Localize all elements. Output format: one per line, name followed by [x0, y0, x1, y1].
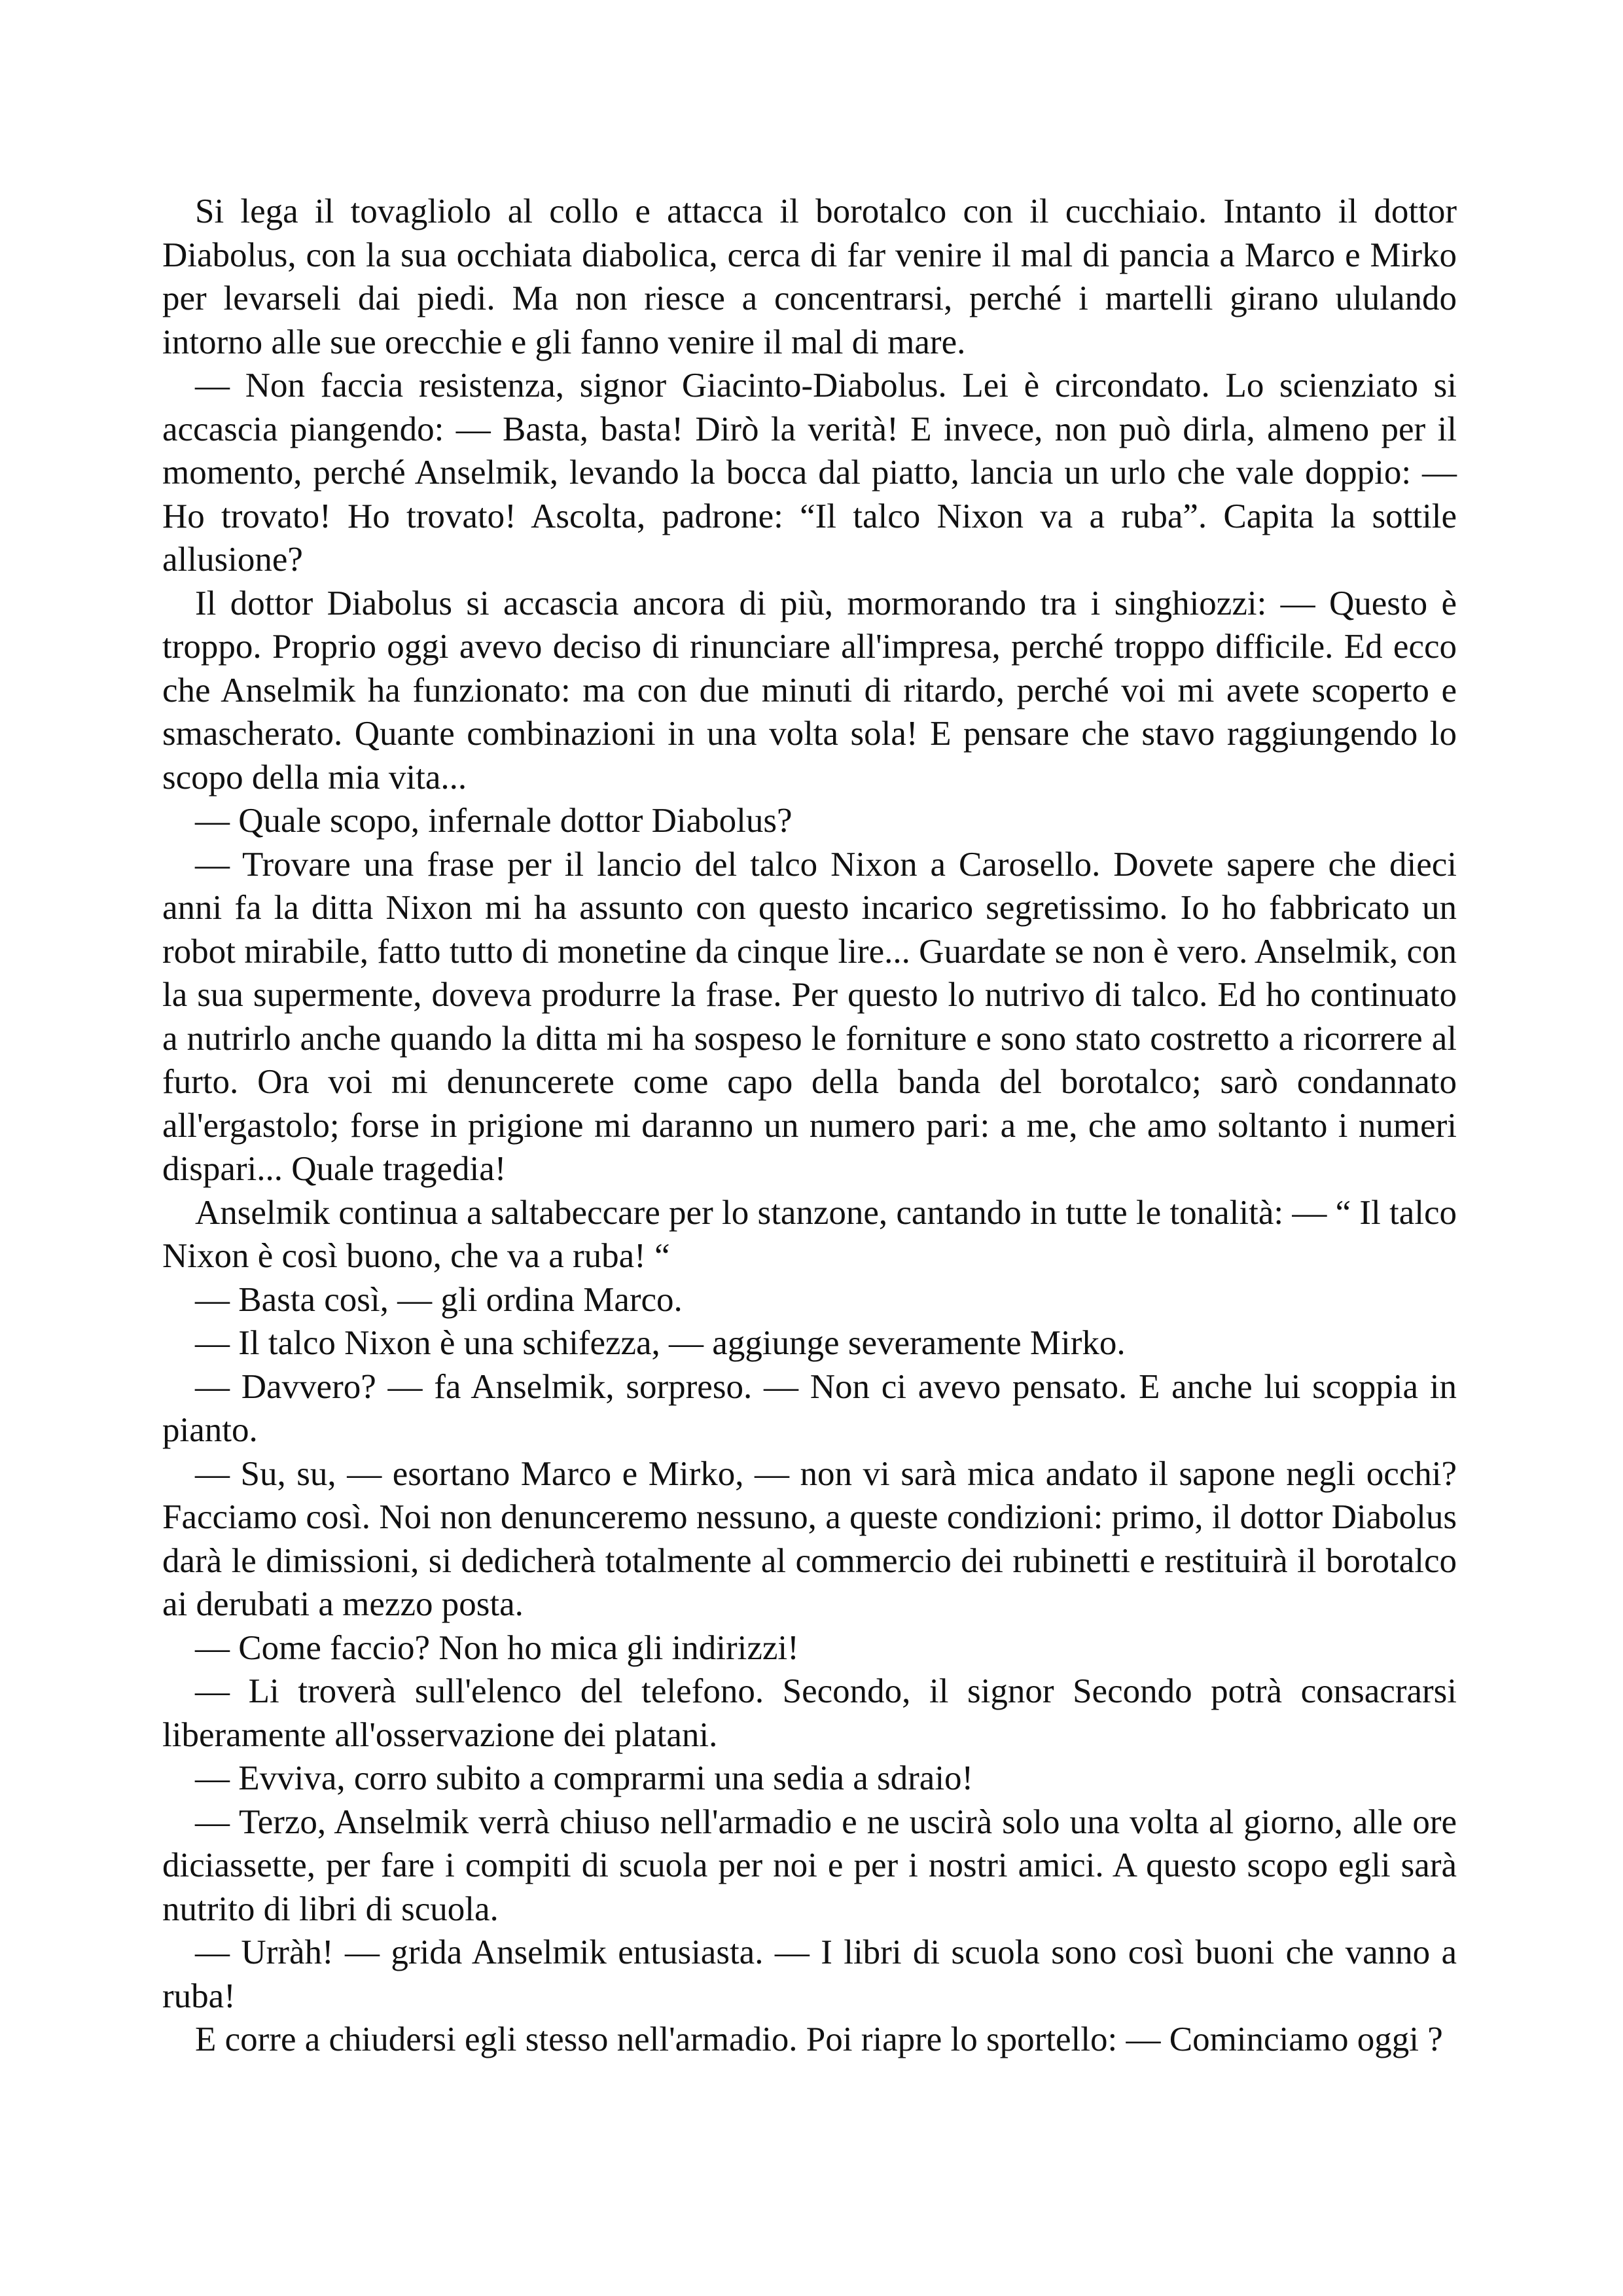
paragraph: — Urràh! — grida Anselmik entusiasta. — I libri di scuola sono così buoni che vanno a ruba!	[162, 1933, 1457, 2015]
paragraph: — Evviva, corro subito a comprarmi una sedia a sdraio!	[195, 1759, 974, 1797]
paragraph: — Basta così, — gli ordina Marco.	[195, 1280, 683, 1319]
paragraph: — Terzo, Anselmik verrà chiuso nell'armadio e ne uscirà solo una volta al giorno, alle ore diciassette, per fare i compiti di scuola per noi e per i nostri amici. A questo scopo egli sarà nutrito di libri di scuola.	[162, 1803, 1457, 1928]
paragraph: — Quale scopo, infernale dottor Diabolus?	[195, 802, 793, 840]
paragraph: — Non faccia resistenza, signor Giacinto-Diabolus. Lei è circondato. Lo scienziato si accascia piangendo: — Basta, basta! Dirò la verità! E invece, non può dirla, almeno per il momento, perché Anselmik, levando la bocca dal piatto, lancia un urlo che vale doppio: — Ho trovato! Ho trovato! Ascolta, padrone: “Il talco Nixon va a ruba”. Capita la sottile allusione?	[162, 367, 1457, 579]
paragraph: — Davvero? — fa Anselmik, sorpreso. — Non ci avevo pensato. E anche lui scoppia in pianto.	[162, 1367, 1457, 1449]
paragraph: Anselmik continua a saltabeccare per lo stanzone, cantando in tutte le tonalità: — “ Il talco Nixon è così buono, che va a ruba! “	[162, 1193, 1457, 1275]
paragraph: — Il talco Nixon è una schifezza, — aggiunge severamente Mirko.	[195, 1324, 1126, 1362]
paragraph: — Li troverà sull'elenco del telefono. Secondo, il signor Secondo potrà consacrarsi liberamente all'osservazione dei platani.	[162, 1672, 1457, 1754]
paragraph: — Su, su, — esortano Marco e Mirko, — non vi sarà mica andato il sapone negli occhi? Facciamo così. Noi non denunceremo nessuno, a queste condizioni: primo, il dottor Diabolus darà le dimissioni, si dedicherà totalmente al commercio dei rubinetti e restituirà il borotalco ai derubati a mezzo posta.	[162, 1454, 1457, 1623]
body-text	[162, 190, 1457, 2062]
paragraph: Si lega il tovagliolo al collo e attacca il borotalco con il cucchiaio. Intanto il dottor Diabolus, con la sua occhiata diabolica, cerca di far venire il mal di pancia a Marco e Mirko per levarseli dai piedi. Ma non riesce a concentrarsi, perché i martelli girano ululando intorno alle sue orecchie e gli fanno venire il mal di mare.	[162, 192, 1457, 361]
paragraph: E corre a chiudersi egli stesso nell'armadio. Poi riapre lo sportello: — Cominciamo oggi ?	[195, 2020, 1443, 2058]
paragraph: Il dottor Diabolus si accascia ancora di più, mormorando tra i singhiozzi: — Questo è troppo. Proprio oggi avevo deciso di rinunciare all'impresa, perché troppo difficile. Ed ecco che Anselmik ha funzionato: ma con due minuti di ritardo, perché voi mi avete scoperto e smascherato. Quante combinazioni in una volta sola! E pensare che stavo raggiungendo lo scopo della mia vita...	[162, 584, 1457, 797]
paragraph: — Trovare una frase per il lancio del talco Nixon a Carosello. Dovete sapere che dieci anni fa la ditta Nixon mi ha assunto con questo incarico segretissimo. Io ho fabbricato un robot mirabile, fatto tutto di monetine da cinque lire... Guardate se non è vero. Anselmik, con la sua supermente, doveva produrre la frase. Per questo lo nutrivo di talco. Ed ho continuato a nutrirlo anche quando la ditta mi ha sospeso le forniture e sono stato costretto a ricorrere al furto. Ora voi mi denuncerete come capo della banda del borotalco; sarò condannato all'ergastolo; forse in prigione mi daranno un numero pari: a me, che amo soltanto i numeri dispari... Quale tragedia!	[162, 845, 1457, 1188]
paragraph: — Come faccio? Non ho mica gli indirizzi!	[195, 1628, 799, 1667]
